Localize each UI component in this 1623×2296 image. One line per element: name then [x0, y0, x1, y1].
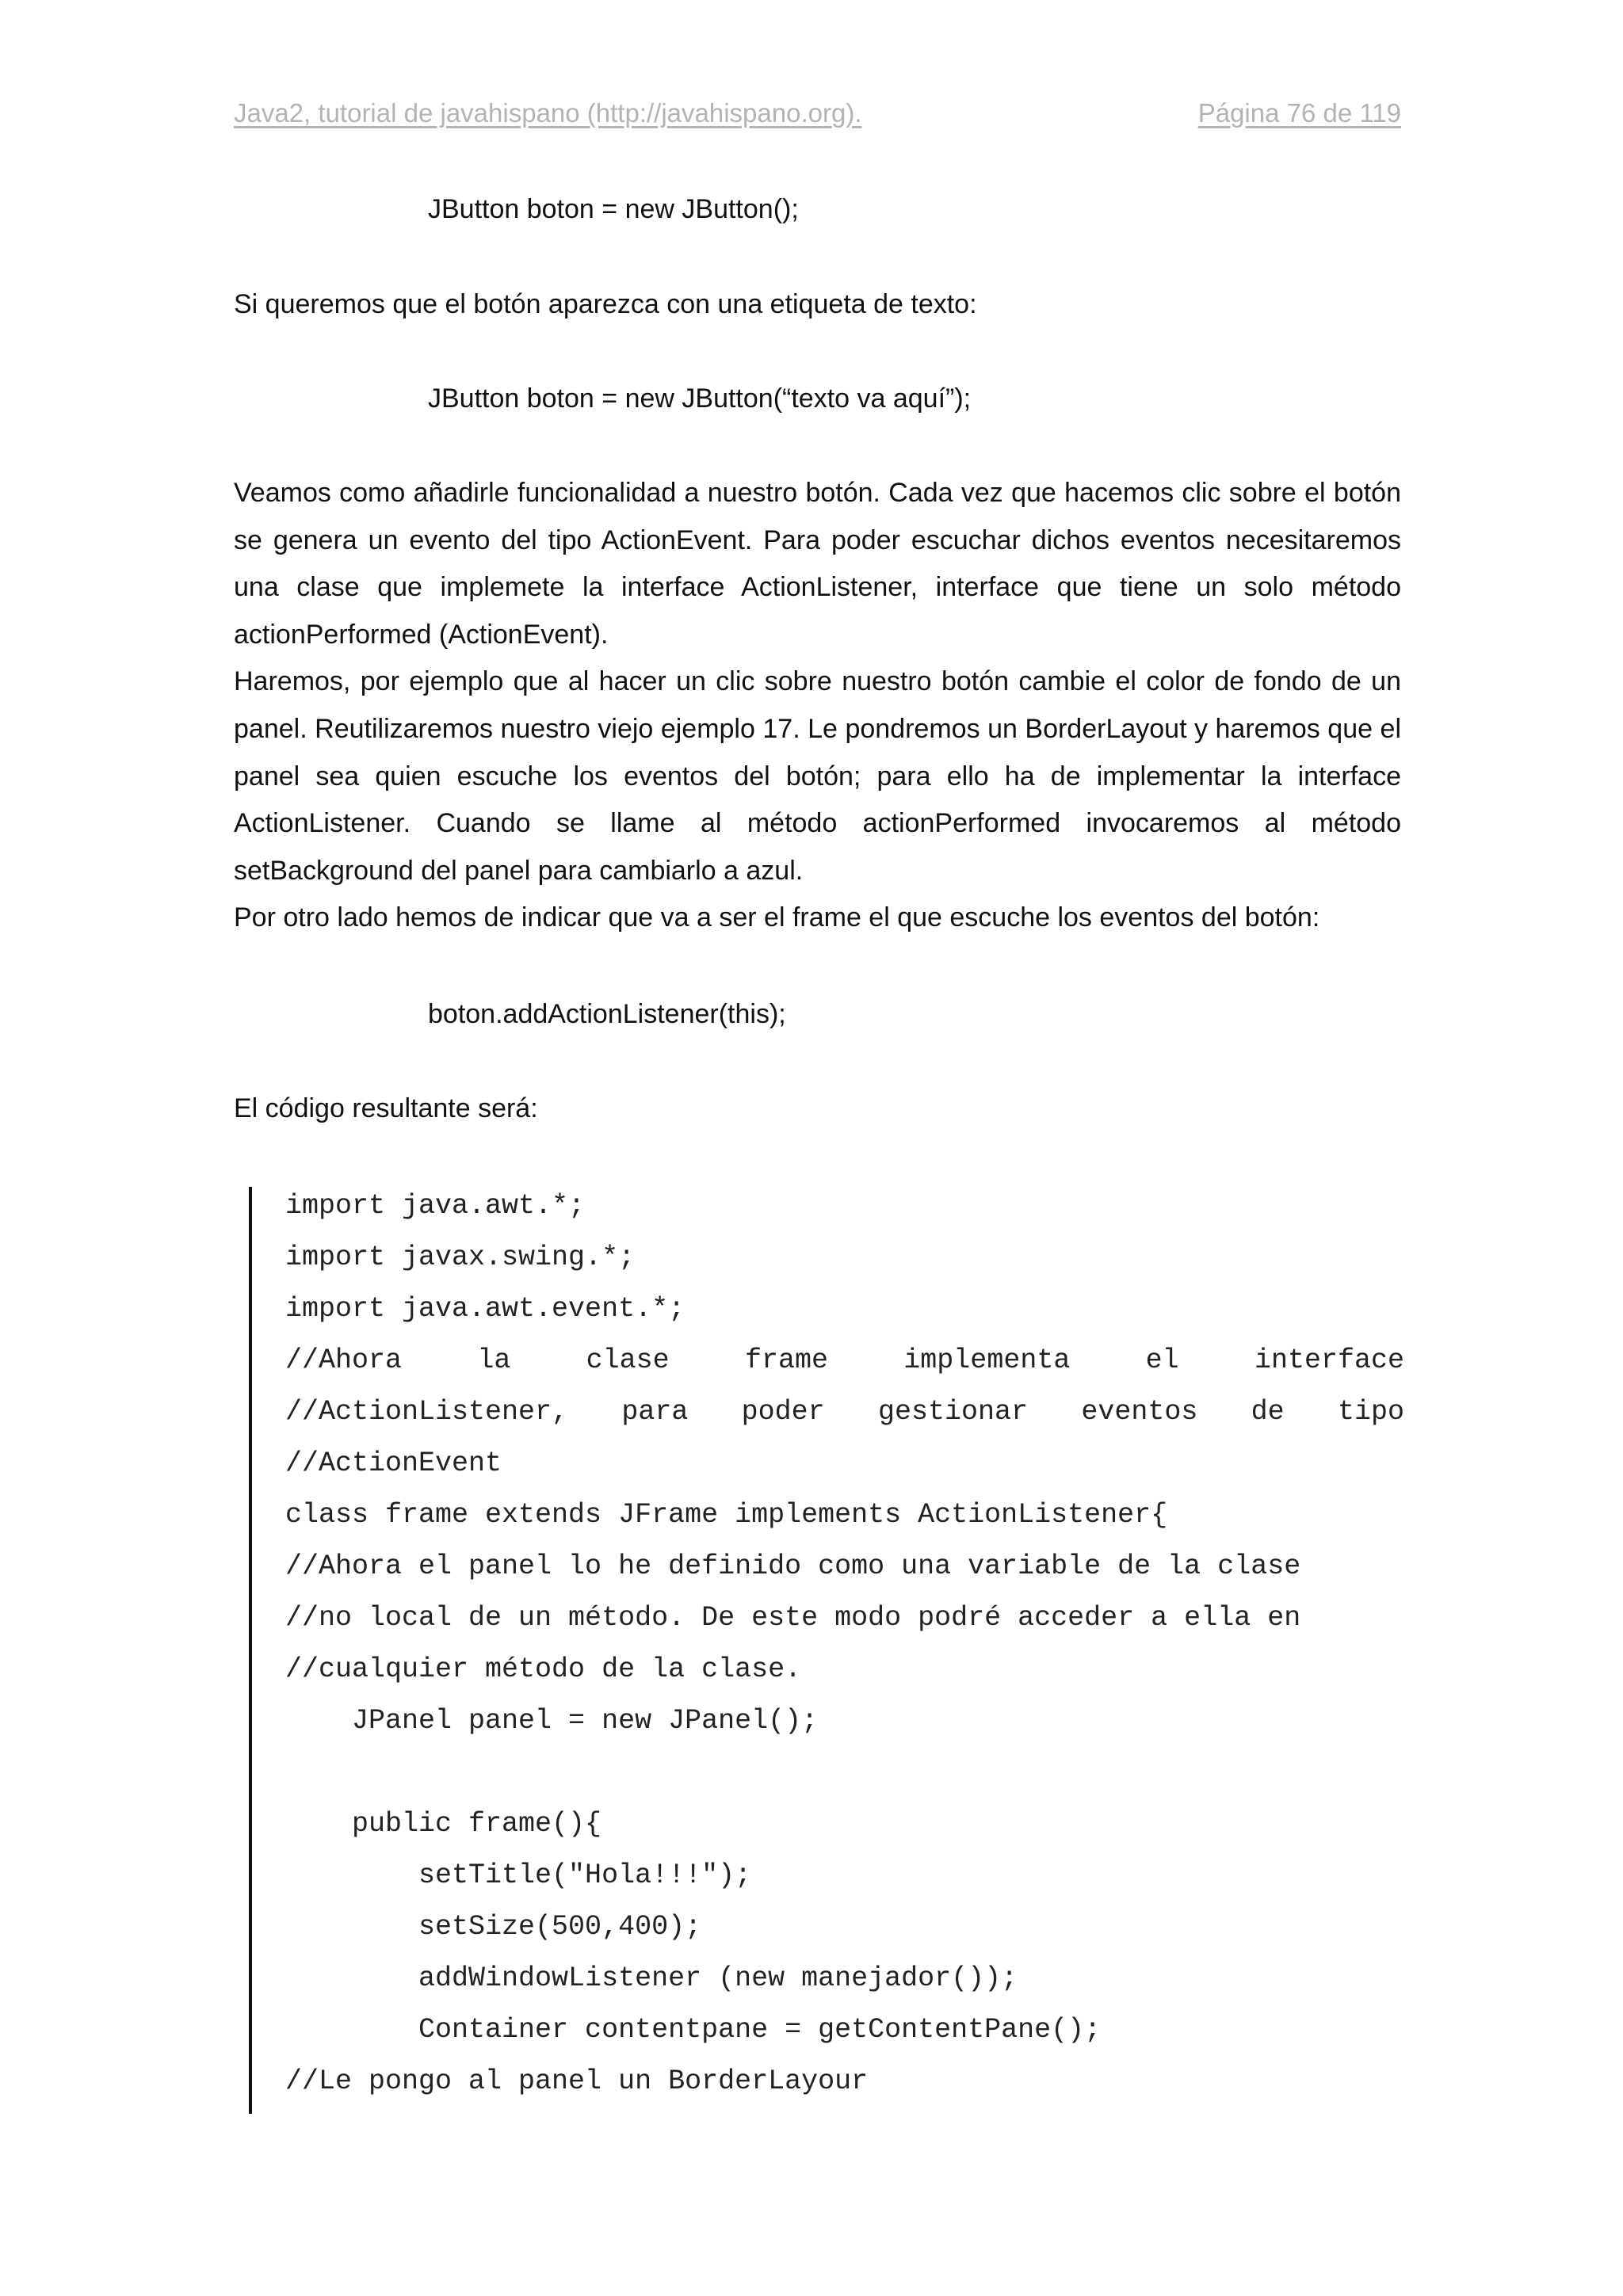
code-line-17: //Le pongo al panel un BorderLayour	[285, 2065, 869, 2097]
page-header	[234, 98, 1401, 133]
code-line-12: public frame(){	[285, 1808, 602, 1840]
code-line-5: //ActionListener, para poder gestionar eventos de tipo	[285, 1396, 1404, 1428]
code-line-8: //Ahora el panel lo he definido como una variable de la clase	[285, 1550, 1301, 1582]
code-example-1: JButton boton = new JButton();	[428, 194, 799, 224]
paragraph-3: Haremos, por ejemplo que al hacer un clic sobre nuestro botón cambie el color de fondo de un panel. Reutilizaremos nuestro viejo ejemplo 17. Le pondremos un BorderLayout y haremos que el panel sea quien escuche los eventos del botón; para ello ha de implementar la interface ActionListener. Cuando se llame al método actionPerformed invocaremos al método setBackground del panel para cambiarlo a azul.	[234, 666, 1401, 886]
paragraph-2: Veamos como añadirle funcionalidad a nuestro botón. Cada vez que hacemos clic sobre el botón se genera un evento del tipo ActionEvent. Para poder escuchar dichos eventos necesitaremos una clase que implemete la interface ActionListener, interface que tiene un solo método actionPerformed (ActionEvent).	[234, 478, 1401, 650]
code-line-16: Container contentpane = getContentPane();	[285, 2014, 1102, 2046]
code-line-4: //Ahora la clase frame implementa el interface	[285, 1344, 1404, 1376]
code-line-9: //no local de un método. De este modo podré acceder a ella en	[285, 1602, 1301, 1634]
code-example-2: JButton boton = new JButton(“texto va aquí”);	[428, 383, 972, 414]
code-line-10: //cualquier método de la clase.	[285, 1653, 802, 1685]
paragraph-1: Si queremos que el botón aparezca con una etiqueta de texto:	[234, 289, 977, 319]
code-line-14: setSize(500,400);	[285, 1911, 702, 1943]
header-title-link[interactable]: Java2, tutorial de javahispano (http://javahispano.org).	[234, 98, 862, 128]
code-line-2: import javax.swing.*;	[285, 1241, 636, 1273]
paragraph-5: El código resultante será:	[234, 1093, 538, 1123]
paragraph-4: Por otro lado hemos de indicar que va a ser el frame el que escuche los eventos del botón:	[234, 902, 1320, 933]
code-line-3: import java.awt.event.*;	[285, 1293, 685, 1325]
code-line-15: addWindowListener (new manejador());	[285, 1962, 1018, 1994]
paragraph-block	[234, 470, 1401, 942]
code-line-7: class frame extends JFrame implements ActionListener{	[285, 1499, 1168, 1531]
code-line-6: //ActionEvent	[285, 1447, 502, 1479]
code-example-3: boton.addActionListener(this);	[428, 999, 786, 1029]
code-line-13: setTitle("Hola!!!");	[285, 1859, 752, 1891]
code-line-11: JPanel panel = new JPanel();	[285, 1705, 819, 1737]
page-number: Página 76 de 119	[1197, 98, 1401, 128]
code-line-1: import java.awt.*;	[285, 1190, 586, 1222]
code-listing	[249, 1187, 1404, 2114]
